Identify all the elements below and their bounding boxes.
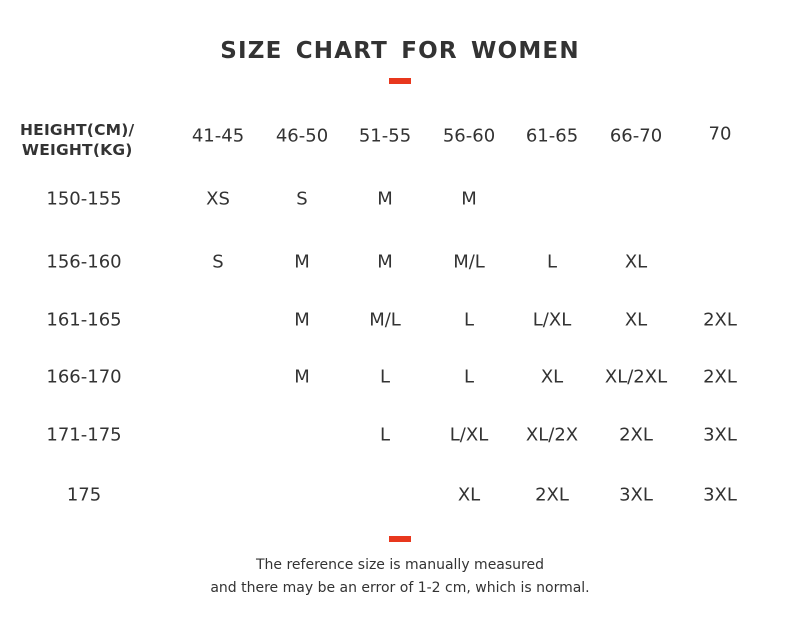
size-cell: XL (624, 309, 648, 331)
size-cell: 2XL (619, 424, 653, 446)
size-cell: S (212, 251, 224, 273)
size-cell: XS (206, 188, 230, 210)
size-cell: 2XL (535, 484, 569, 506)
size-cell: XL (540, 366, 564, 388)
size-cell: XL (457, 484, 481, 506)
height-row-label: 175 (66, 484, 102, 506)
footer-note-line2: and there may be an error of 1-2 cm, which is normal. (210, 580, 590, 596)
size-cell: 3XL (703, 424, 737, 446)
height-row-label: 171-175 (46, 424, 122, 446)
size-cell: 2XL (703, 309, 737, 331)
accent-divider-bottom (389, 536, 411, 542)
size-cell: S (296, 188, 308, 210)
weight-header: 51-55 (358, 125, 412, 147)
size-cell: M (294, 309, 310, 331)
size-cell: L (546, 251, 558, 273)
footer-note-line1: The reference size is manually measured (255, 557, 545, 573)
table-corner-header (20, 120, 134, 160)
size-cell: M (294, 366, 310, 388)
size-cell: L (379, 366, 391, 388)
size-cell: L (379, 424, 391, 446)
accent-divider-top (389, 78, 411, 84)
height-row-label: 156-160 (46, 251, 122, 273)
size-cell: L (463, 366, 475, 388)
size-cell: L (463, 309, 475, 331)
weight-header: 61-65 (525, 125, 579, 147)
size-cell: L/XL (449, 424, 489, 446)
size-cell: M (377, 188, 393, 210)
size-cell: M (377, 251, 393, 273)
size-cell: XL/2XL (604, 366, 668, 388)
corner-height-label: HEIGHT(CM)/ (20, 121, 135, 139)
weight-header: 46-50 (275, 125, 329, 147)
size-cell: 3XL (703, 484, 737, 506)
height-row-label: 166-170 (46, 366, 122, 388)
size-cell: XL (624, 251, 648, 273)
weight-header: 66-70 (609, 125, 663, 147)
size-cell: M/L (369, 309, 401, 331)
weight-header: 41-45 (191, 125, 245, 147)
weight-header: 56-60 (442, 125, 496, 147)
size-cell: M (294, 251, 310, 273)
height-row-label: 150-155 (46, 188, 122, 210)
size-cell: L/XL (532, 309, 572, 331)
size-cell: M/L (453, 251, 485, 273)
weight-header: 70 (708, 123, 732, 145)
size-cell: 2XL (703, 366, 737, 388)
size-cell: M (461, 188, 477, 210)
page-title: SIZE CHART FOR WOMEN (220, 38, 580, 64)
corner-weight-label: WEIGHT(KG) (21, 141, 133, 159)
size-cell: 3XL (619, 484, 653, 506)
height-row-label: 161-165 (46, 309, 122, 331)
size-cell: XL/2X (525, 424, 579, 446)
